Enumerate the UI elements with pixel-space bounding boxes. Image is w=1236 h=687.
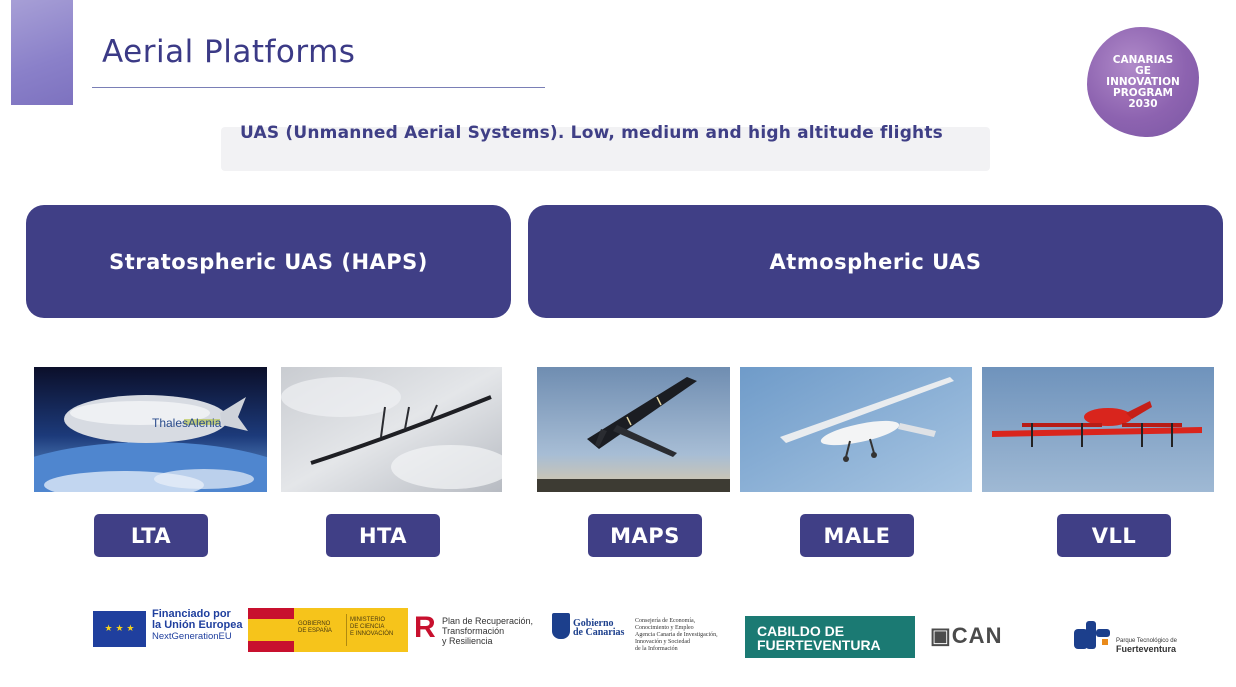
logo-line-4: PROGRAM xyxy=(1113,86,1173,99)
canarias-innovation-logo xyxy=(1087,27,1199,137)
footer-logos xyxy=(0,605,1236,665)
ptf-mark-icon xyxy=(1072,615,1112,651)
ptf-text: Parque Tecnológico de Fuerteventura xyxy=(1116,638,1177,654)
eu-line-3: NextGenerationEU xyxy=(152,631,232,642)
airship-photo xyxy=(34,367,267,492)
solar-aircraft-photo xyxy=(537,367,730,492)
eu-logo-text xyxy=(152,609,242,643)
gobierno-espana-logo xyxy=(248,608,408,652)
vtol-drone-photo xyxy=(982,367,1214,492)
spain-flag-icon xyxy=(248,608,294,652)
tag-maps: MAPS xyxy=(588,514,702,557)
eu-flag-icon: ★ ★ ★ xyxy=(93,611,146,647)
category-atmospheric: Atmospheric UAS xyxy=(528,205,1223,318)
tag-hta: HTA xyxy=(326,514,440,557)
eu-line-2: la Unión Europea xyxy=(152,619,243,631)
logo-divider xyxy=(346,614,347,646)
canarias-shield-icon xyxy=(552,613,570,639)
corner-decoration xyxy=(11,0,73,105)
prtr-text: Plan de Recuperación, Transformación y Resiliencia xyxy=(442,616,534,646)
logo-line-2: GE xyxy=(1135,64,1151,77)
logo-line-3: INNOVATION xyxy=(1106,75,1180,88)
tag-vll: VLL xyxy=(1057,514,1171,557)
tag-lta: LTA xyxy=(94,514,208,557)
prtr-mark-icon: R xyxy=(414,611,436,644)
drone-photo xyxy=(740,367,972,492)
consejeria-text: Consejería de Economía, Conocimiento y Empleo Agencia Canaria de Investigación, Innovación y Sociedad de la Información xyxy=(635,618,718,652)
subtitle: UAS (Unmanned Aerial Systems). Low, medium and high altitude flights xyxy=(240,123,944,143)
airship-brand: ThalesAlenia xyxy=(152,416,222,430)
category-stratospheric: Stratospheric UAS (HAPS) xyxy=(26,205,511,318)
ministerio-text: MINISTERIO DE CIENCIA E INNOVACIÓN xyxy=(350,617,394,637)
eu-line-1: Financiado por xyxy=(152,608,231,620)
page-title: Aerial Platforms xyxy=(102,34,356,70)
logo-line-5: 2030 xyxy=(1128,97,1158,110)
gobierno-canarias-text: Gobierno de Canarias xyxy=(573,618,625,638)
gobierno-espana-text: GOBIERNO DE ESPAÑA xyxy=(298,621,332,634)
title-underline xyxy=(92,87,545,88)
logo-line-1: CANARIAS xyxy=(1112,53,1174,66)
tag-male: MALE xyxy=(800,514,914,557)
cabildo-fuerteventura-logo: CABILDO DE FUERTEVENTURA xyxy=(745,616,915,658)
solar-glider-photo xyxy=(281,367,502,492)
ecan-logo: ▣CAN xyxy=(930,623,1003,648)
